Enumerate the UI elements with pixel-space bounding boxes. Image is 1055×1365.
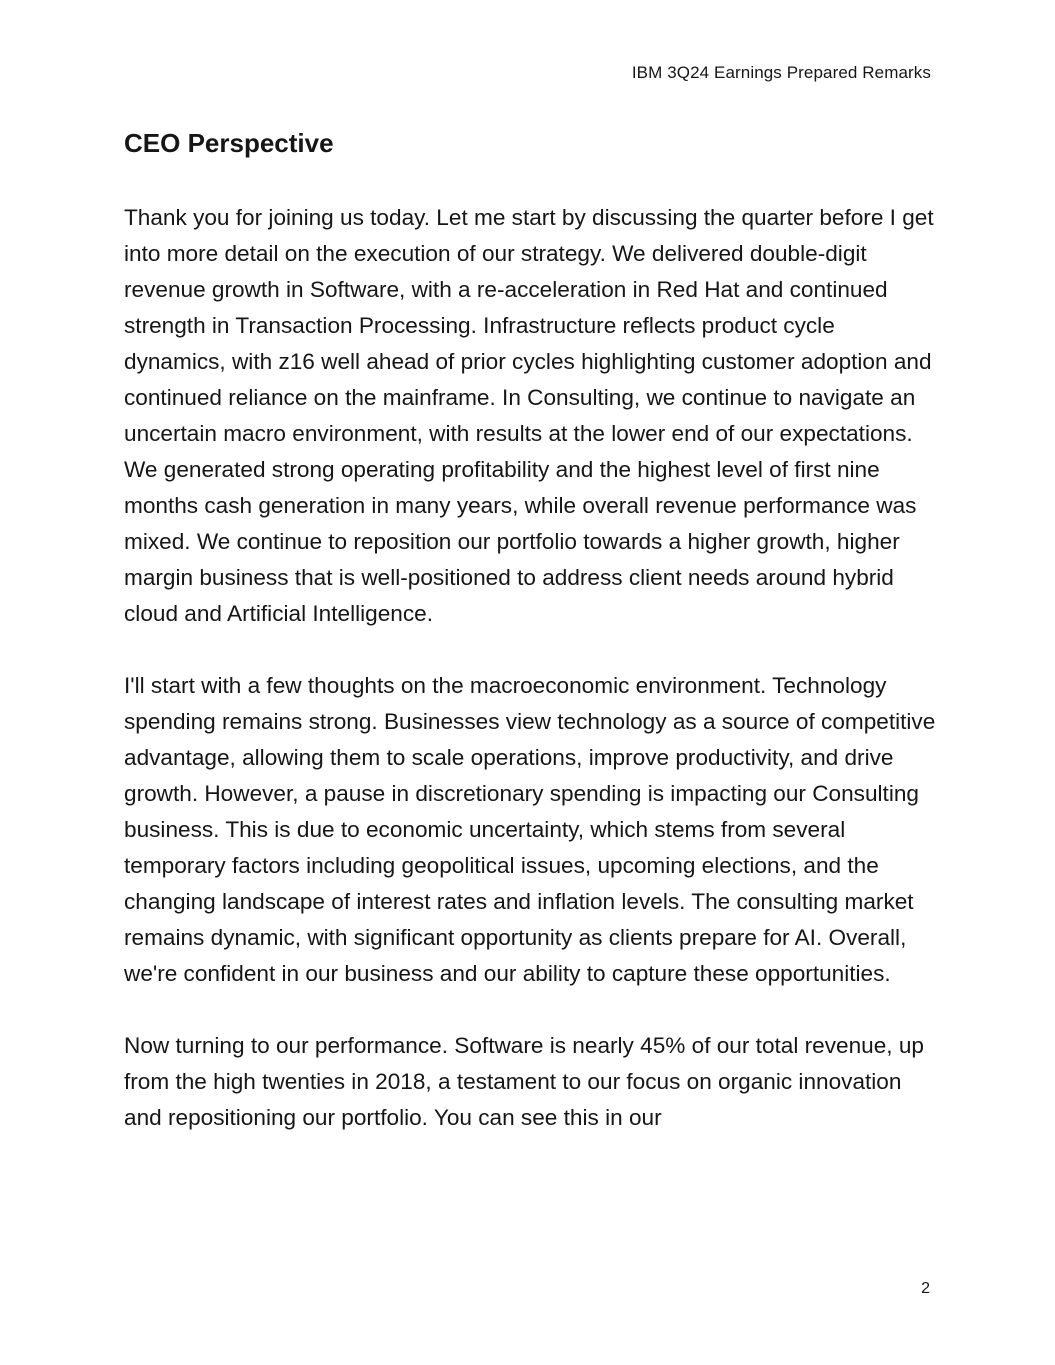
paragraph-quarter-overview: Thank you for joining us today. Let me start by discussing the quarter before I get into more detail on the execution of our strategy. We delivered double-digit revenue growth in Software, with a re-acceleration in Red Hat and continued strength in Transaction Processing. Infrastructure reflects product cycle dynamics, with z16 well ahead of prior cycles highlighting customer adoption and continued reliance on the mainframe. In Consulting, we continue to navigate an uncertain macro environment, with results at the lower end of our expectations. We generated strong operating profitability and the highest level of first nine months cash generation in many years, while overall revenue performance was mixed. We continue to reposition our portfolio towards a higher growth, higher margin business that is well-positioned to address client needs around hybrid cloud and Artificial Intelligence. <box>124 205 934 626</box>
paragraph-performance: Now turning to our performance. Software is nearly 45% of our total revenue, up from the high twenties in 2018, a testament to our focus on organic innovation and repositioning our portfolio. You can see this in our <box>124 1033 924 1130</box>
main-content <box>124 124 936 1172</box>
section-title: CEO Perspective <box>124 128 334 158</box>
running-header: IBM 3Q24 Earnings Prepared Remarks <box>631 63 931 82</box>
page-number: 2 <box>921 1280 930 1297</box>
paragraph-macro-environment: I'll start with a few thoughts on the macroeconomic environment. Technology spending remains strong. Businesses view technology as a source of competitive advantage, allowing them to scale operations, improve productivity, and drive growth. However, a pause in discretionary spending is impacting our Consulting business. This is due to economic uncertainty, which stems from several temporary factors including geopolitical issues, upcoming elections, and the changing landscape of interest rates and inflation levels. The consulting market remains dynamic, with significant opportunity as clients prepare for AI. Overall, we're confident in our business and our ability to capture these opportunities. <box>124 673 936 986</box>
